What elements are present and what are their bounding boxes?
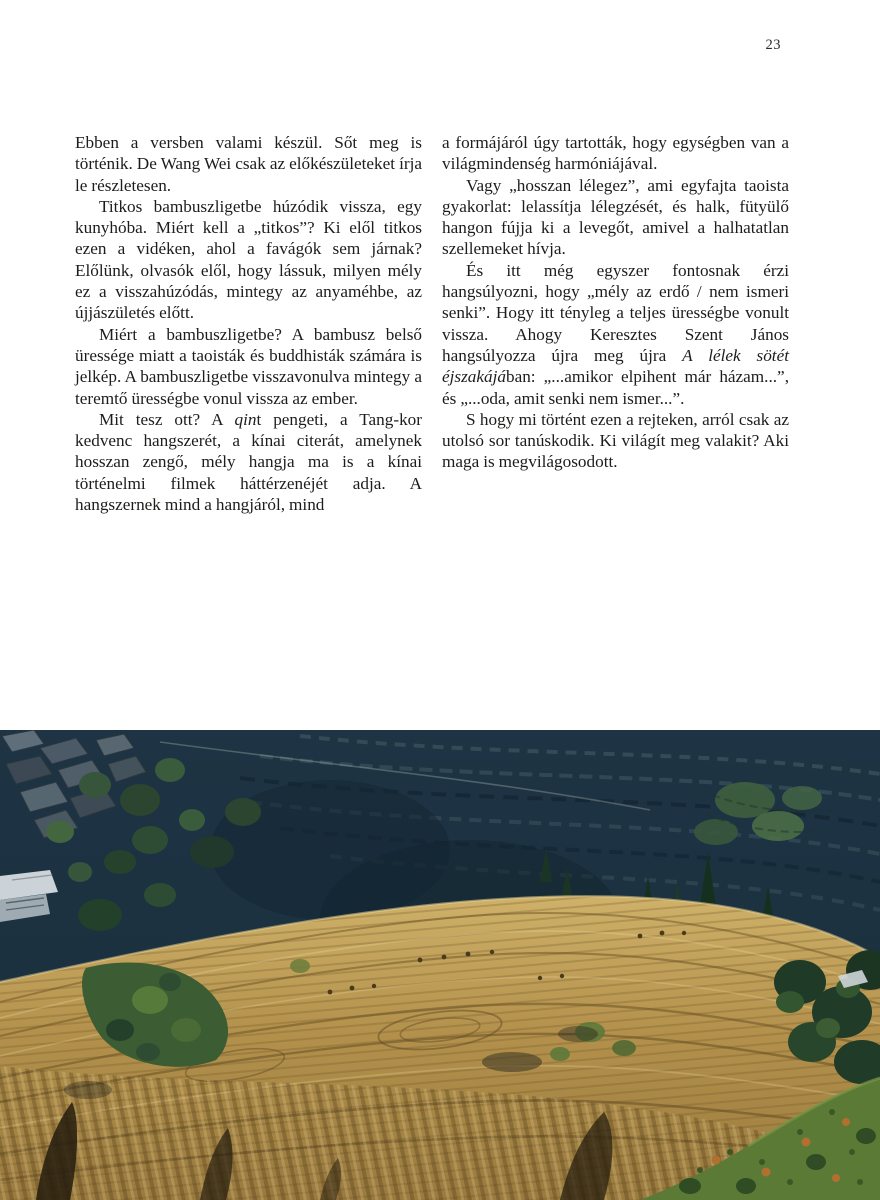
paragraph (442, 175, 789, 260)
text-segment: S hogy mi történt ezen a rejteken, arról csak az utolsó sor tanúskodik. Ki világít meg valakit? Aki maga is megvilágosodott. (442, 409, 789, 472)
text-column-left (75, 132, 422, 515)
italic-text-segment: qin (234, 409, 257, 429)
text-segment: t pengeti, a Tang-kor kedvenc hangszerét, a kínai citerát, amelynek hosszan zengő, mély hangja ma is a kínai történelmi filmek háttérzenéjét adja. A hangszernek mind a hangjáról, mind (75, 409, 422, 515)
page-number: 23 (765, 37, 781, 53)
text-segment: Mit tesz ott? A (99, 409, 235, 429)
text-segment: Titkos bambuszligetbe húzódik vissza, egy kunyhóba. Miért kell a „titkos”? Ki elől titkos ezen a vidéken, ahol a favágók sem járnak? Előlünk, olvasók elől, hogy lássuk, milyen mély ez a visszahúzódás, mintegy az anyaméhbe, az újjászületés előtt. (75, 196, 422, 323)
text-segment: Miért a bambuszligetbe? A bambusz belső üressége miatt a taoisták és buddhisták számára is jelkép. A bambuszligetbe visszavonulva mintegy a teremtő ürességbe vonul vissza az ember. (75, 324, 422, 408)
text-segment: Ebben a versben valami készül. Sőt meg is történik. De Wang Wei csak az előkészületeket írja le részletesen. (75, 133, 422, 195)
text-segment: ban: „...amikor elpihent már házam...”, és „...oda, amit senki nem ismer...”. (442, 367, 789, 408)
text-segment: Vagy „hosszan lélegez”, ami egyfajta taoista gyakorlat: lelassítja lélegzését, és halk, fütyülő hangon fújja ki a levegőt, amivel a halhatatlan szellemeket hívja. (442, 175, 789, 259)
paragraph (75, 324, 422, 409)
paragraph (442, 260, 789, 409)
rice-terraces-photo (0, 730, 880, 1200)
text-segment: a formájáról úgy tartották, hogy egységben van a világmindenség harmóniájával. (442, 133, 789, 174)
rice-terraces-illustration (0, 730, 880, 1200)
paragraph (75, 132, 422, 196)
text-segment: És itt még egyszer fontosnak érzi hangsúlyozni, hogy „mély az erdő / nem ismeri senki”. Hogy itt tényleg a teljes ürességbe vonult vissza. Ahogy Keresztes Szent János hangsúlyozza újra meg újra (442, 260, 789, 365)
paragraph (75, 409, 422, 515)
paragraph (442, 409, 789, 473)
article-text (75, 132, 789, 515)
paragraph (442, 132, 789, 175)
paragraph (75, 196, 422, 324)
italic-text-segment: A lélek sötét éjszakájá (442, 345, 789, 387)
text-column-right (442, 132, 789, 515)
